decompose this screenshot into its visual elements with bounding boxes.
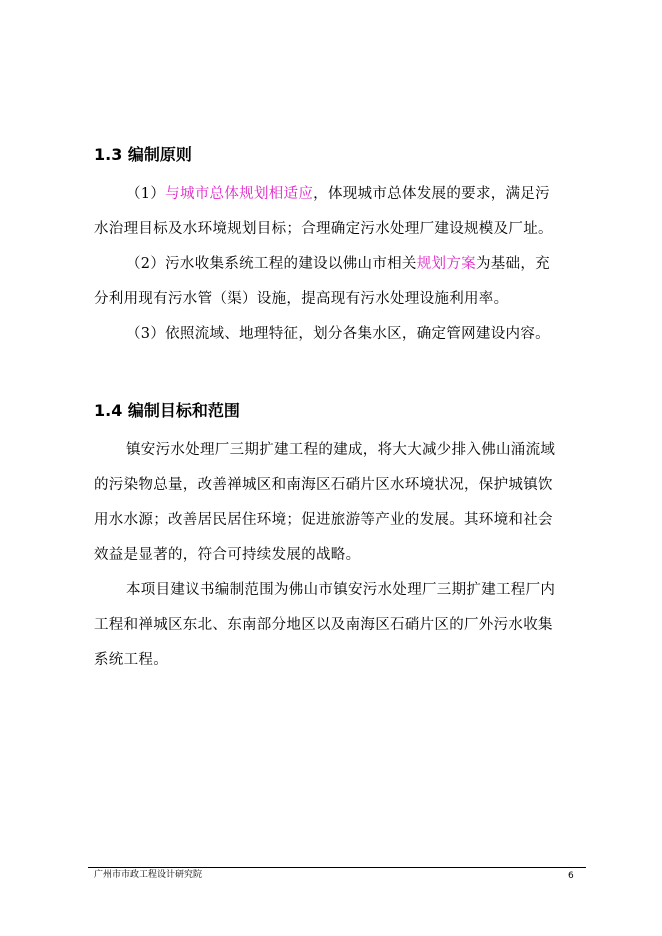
text-run: （2）污水收集系统工程的建设以佛山市相关 <box>126 256 417 272</box>
paragraph-1-4-2-line-3: 系统工程。 <box>94 652 168 668</box>
text-run: ，体现城市总体发展的要求，满足污 <box>313 186 550 202</box>
paragraph-1-3-1-line-1 <box>126 184 550 204</box>
paragraph-1-3-1-line-2: 水治理目标及水环境规划目标；合理确定污水处理厂建设规模及厂址。 <box>94 221 553 237</box>
paragraph-1-4-1-line-4: 效益是显著的，符合可持续发展的战略。 <box>94 547 361 563</box>
section-heading-1-4: 1.4 编制目标和范围 <box>94 401 240 420</box>
paragraph-1-4-1-line-2: 的污染物总量，改善禅城区和南海区石硝片区水环境状况，保护城镇饮 <box>94 477 553 493</box>
section-heading-1-3: 1.3 编制原则 <box>94 145 192 164</box>
paragraph-1-4-2-line-2: 工程和禅城区东北、东南部分地区以及南海区石硝片区的厂外污水收集 <box>94 617 553 633</box>
highlighted-phrase: 规划方案 <box>416 256 476 272</box>
paragraph-1-3-3-line-1: （3）依照流域、地理特征，划分各集水区，确定管网建设内容。 <box>126 326 550 342</box>
footer-organization: 广州市市政工程设计研究院 <box>94 870 203 880</box>
paragraph-1-3-2-line-2: 分利用现有污水管（渠）设施，提高现有污水处理设施利用率。 <box>94 291 509 307</box>
paragraph-1-4-2-line-1: 本项目建议书编制范围为佛山市镇安污水处理厂三期扩建工程厂内 <box>126 582 556 598</box>
page-number: 6 <box>568 871 574 881</box>
paragraph-1-3-2-line-1 <box>126 254 550 274</box>
paragraph-1-4-1-line-1: 镇安污水处理厂三期扩建工程的建成，将大大减少排入佛山涌流域 <box>126 442 556 458</box>
text-run: 为基础，充 <box>475 256 550 272</box>
item-number: （1） <box>126 186 166 202</box>
footer-divider <box>88 867 586 868</box>
paragraph-1-4-1-line-3: 用水水源；改善居民居住环境；促进旅游等产业的发展。其环境和社会 <box>94 512 553 528</box>
highlighted-phrase: 与城市总体规划相适应 <box>165 186 314 202</box>
